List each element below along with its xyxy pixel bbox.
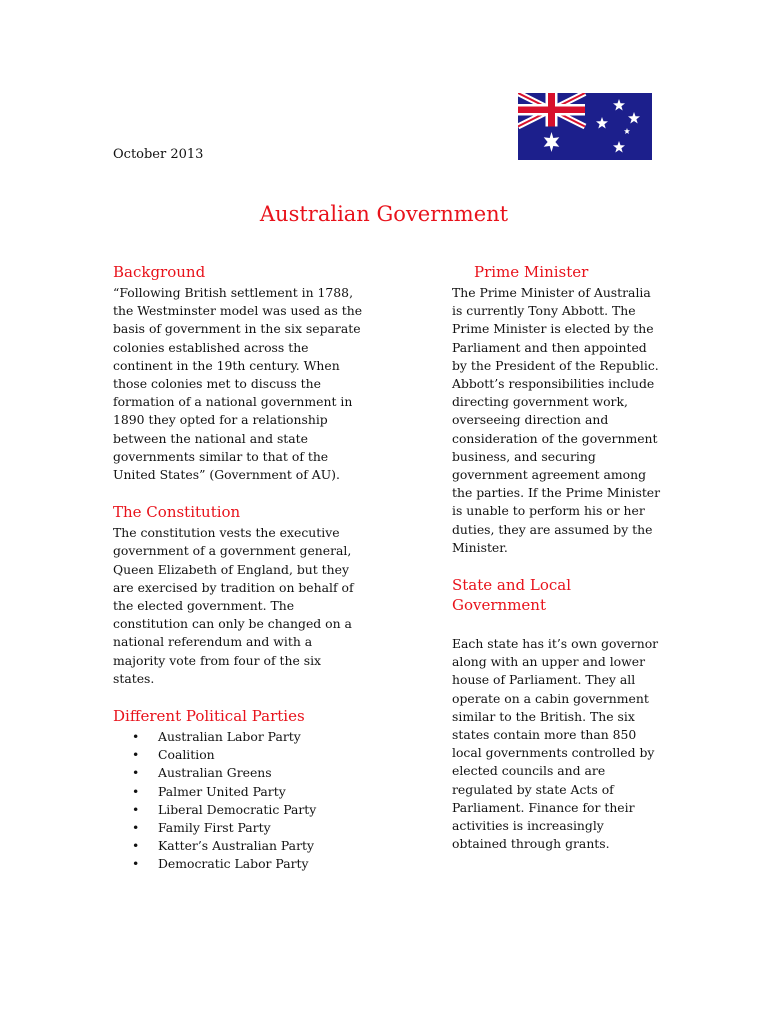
prime-minister-heading: Prime Minister <box>474 263 589 281</box>
list-item: • Australian Labor Party <box>113 728 363 746</box>
list-item: • Katter’s Australian Party <box>113 837 363 855</box>
state-local-heading: State and Local Government <box>452 576 572 615</box>
parties-heading: Different Political Parties <box>113 707 305 726</box>
background-text: “Following British settlement in 1788, the Westminster model was used as the basis of government in the six separate colonies established across the continent in the 19th century. When those colonies met to discuss the formation of a national government in 1890 they opted for a relationship between the national and state governments similar to that of the United States” (Government of AU). <box>113 285 363 483</box>
parties-list <box>113 728 363 874</box>
constitution-text: The constitution vests the executive government of a government general, Queen Elizabeth of England, but they are exercised by tradition on behalf of the elected government. The constitution can only be changed on a national referendum and with a majority vote from four of the six states. <box>113 525 354 686</box>
document-title: Australian Government <box>259 202 509 226</box>
australian-flag-icon <box>518 93 652 160</box>
state-local-text: Each state has it’s own governor along with an upper and lower house of Parliament. They all operate on a cabin government similar to the British. The six states contain more than 850 local governments controlled by elected councils and are regulated by state Acts of Parliament. Finance for their activities is increasingly obtained through grants. <box>452 636 659 852</box>
list-item: • Family First Party <box>113 819 363 837</box>
list-item: • Liberal Democratic Party <box>113 801 363 819</box>
list-item: • Palmer United Party <box>113 783 363 801</box>
list-item: • Coalition <box>113 746 363 764</box>
left-column <box>113 262 363 874</box>
right-column <box>452 262 662 853</box>
constitution-heading: The Constitution <box>113 503 241 522</box>
background-heading: Background <box>113 263 206 281</box>
list-item: • Australian Greens <box>113 764 363 782</box>
document-date: October 2013 <box>113 147 204 162</box>
prime-minister-text: The Prime Minister of Australia is currently Tony Abbott. The Prime Minister is elected by the Parliament and then appointed by the President of the Republic. Abbott’s responsibilities include directing government work, overseeing direction and consideration of the government business, and securing government agreement among the parties. If the Prime Minister is unable to perform his or her duties, they are assumed by the Minister. <box>452 285 661 555</box>
list-item: • Democratic Labor Party <box>113 855 363 873</box>
